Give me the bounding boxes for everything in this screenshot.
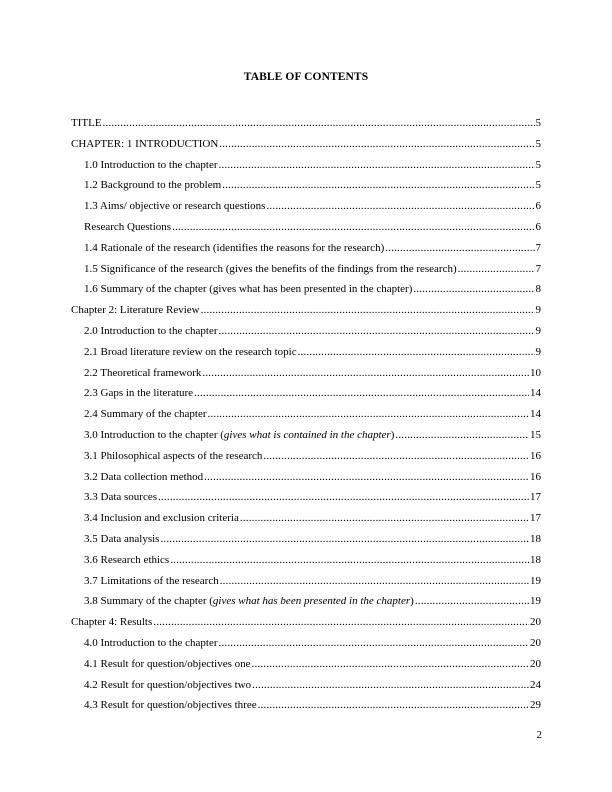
dot-leader <box>172 221 534 233</box>
dot-leader <box>220 575 529 587</box>
toc-entry-text: 3.4 Inclusion and exclusion criteria <box>84 512 239 525</box>
toc-entry-page: 5 <box>535 158 541 171</box>
dot-leader <box>263 450 529 462</box>
toc-entry-page: 29 <box>530 699 541 712</box>
toc-entry-label <box>84 658 251 670</box>
toc-entry-text: 3.3 Data sources <box>84 491 158 504</box>
toc-entry-label <box>84 679 251 691</box>
toc-entry-label <box>84 325 218 337</box>
toc-entry-label <box>84 221 171 233</box>
toc-entry-label <box>84 346 297 358</box>
toc-entry-label <box>84 159 218 171</box>
toc-entry-text: 3.7 Limitations of the research <box>84 574 219 587</box>
toc-entry[interactable] <box>71 200 541 221</box>
toc-entry-text-suffix: ) <box>390 428 395 441</box>
toc-entry[interactable] <box>71 533 541 554</box>
dot-leader <box>298 346 535 358</box>
toc-entry-italic-text: gives what has been presented in the chapter <box>212 595 411 608</box>
toc-entry[interactable] <box>71 679 541 700</box>
toc-entry-text: TITLE <box>71 117 102 129</box>
toc-entry-label <box>84 533 159 545</box>
toc-entry-text: 1.3 Aims/ objective or research questions <box>84 200 266 213</box>
toc-entry-text: 1.6 Summary of the chapter (gives what has been presented in the chapter) <box>84 283 413 296</box>
toc-entry-page: 15 <box>530 428 541 441</box>
toc-entry-page: 14 <box>530 408 541 421</box>
toc-entry[interactable] <box>71 179 541 200</box>
toc-entry-text: 4.2 Result for question/objectives two <box>84 678 252 691</box>
toc-entry-text: 2.2 Theoretical framework <box>84 366 202 379</box>
toc-entry[interactable] <box>71 304 541 325</box>
toc-entry-text-suffix: ) <box>410 595 414 608</box>
toc-entry[interactable] <box>71 491 541 512</box>
dot-leader <box>201 304 535 316</box>
dot-leader <box>208 408 530 420</box>
toc-entry-page: 17 <box>530 491 541 504</box>
toc-entry-italic-text: gives what is contained in the chapter <box>223 428 391 441</box>
toc-entry-label <box>71 138 218 150</box>
toc-entry[interactable] <box>71 263 541 284</box>
toc-entry-page: 5 <box>535 137 541 150</box>
toc-entry[interactable] <box>71 159 541 180</box>
toc-entry-label <box>84 242 384 254</box>
dot-leader <box>194 387 529 399</box>
toc-entry-page: 9 <box>535 345 541 358</box>
toc-entry-text: 3.1 Philosophical aspects of the research <box>84 449 263 462</box>
toc-entry-label <box>84 471 203 483</box>
toc-entry-text: 4.1 Result for question/objectives one <box>84 657 251 670</box>
toc-entry-text: 1.4 Rationale of the research (identifies the reasons for the research) <box>84 241 385 254</box>
toc-entry-page: 14 <box>530 387 541 400</box>
toc-entry-label <box>84 554 169 566</box>
dot-leader <box>202 367 529 379</box>
toc-entry[interactable] <box>71 325 541 346</box>
toc-entry-text: 3.2 Data collection method <box>84 470 204 483</box>
dot-leader <box>266 200 534 212</box>
toc-entry-page: 5 <box>535 179 541 192</box>
page-number: 2 <box>536 729 542 741</box>
toc-entry-label <box>84 283 412 295</box>
dot-leader <box>153 616 529 628</box>
toc-entry-label <box>84 699 257 711</box>
toc-entry-text: 4.0 Introduction to the chapter <box>84 636 218 649</box>
toc-entry-text: Research Questions <box>84 220 172 233</box>
toc-entry[interactable] <box>71 221 541 242</box>
toc-entry-page: 6 <box>535 200 541 213</box>
toc-entry-label <box>84 367 201 379</box>
dot-leader <box>458 263 535 275</box>
toc-entry-page: 6 <box>535 220 541 233</box>
toc-entry-label <box>84 179 221 191</box>
toc-entry-text: 3.5 Data analysis <box>84 532 160 545</box>
toc-entry[interactable] <box>71 346 541 367</box>
toc-entry-page: 8 <box>535 283 541 296</box>
toc-entry[interactable] <box>71 429 541 450</box>
toc-entry-page: 20 <box>530 657 541 670</box>
dot-leader <box>415 595 529 607</box>
toc-entry-page: 7 <box>535 241 541 254</box>
dot-leader <box>413 283 534 295</box>
toc-entry-text: Chapter 2: Literature Review <box>71 304 200 317</box>
dot-leader <box>219 325 535 337</box>
dot-leader <box>219 159 535 171</box>
toc-entry-page: 19 <box>530 574 541 587</box>
toc-entry-text: 4.3 Result for question/objectives three <box>84 699 257 712</box>
toc-entry[interactable] <box>71 242 541 263</box>
toc-entry-page: 17 <box>530 512 541 525</box>
toc-entry[interactable] <box>71 138 541 159</box>
dot-leader <box>219 138 534 150</box>
dot-leader <box>258 699 529 711</box>
toc-entry-label <box>84 429 394 441</box>
toc-entry[interactable] <box>71 595 541 616</box>
toc-entry-label <box>71 616 152 628</box>
dot-leader <box>395 429 529 441</box>
toc-entry-page: 16 <box>530 449 541 462</box>
toc-entry[interactable] <box>71 450 541 471</box>
toc-entry-text: Chapter 4: Results <box>71 616 153 629</box>
toc-entry-label <box>84 491 157 503</box>
toc-entry-label <box>71 117 102 129</box>
toc-entry-label <box>71 304 200 316</box>
toc-entry-label <box>84 575 219 587</box>
toc-entry-text: 3.8 Summary of the chapter ( <box>84 595 213 608</box>
toc-entry[interactable] <box>71 471 541 492</box>
toc-entry-text: 2.4 Summary of the chapter <box>84 408 207 421</box>
toc-entry-text: 1.2 Background to the problem <box>84 179 222 192</box>
toc-entry-text: 2.0 Introduction to the chapter <box>84 324 218 337</box>
toc-entry-text: 1.0 Introduction to the chapter <box>84 158 218 171</box>
toc-entry-page: 9 <box>535 324 541 337</box>
toc-entry-page: 20 <box>530 636 541 649</box>
toc-entry-page: 18 <box>530 553 541 566</box>
toc-entry[interactable] <box>71 699 541 720</box>
toc-entry-text: 2.1 Broad literature review on the research topic <box>84 345 297 358</box>
dot-leader <box>170 554 529 566</box>
dot-leader <box>204 471 529 483</box>
dot-leader <box>252 679 529 691</box>
toc-entry[interactable] <box>71 554 541 575</box>
toc-entry-text: 3.6 Research ethics <box>84 553 170 566</box>
toc-entry-page: 10 <box>530 366 541 379</box>
toc-entry[interactable] <box>71 616 541 637</box>
toc-entry-page: 20 <box>530 616 541 629</box>
toc-entry-page: 9 <box>535 304 541 317</box>
toc-entry[interactable] <box>71 283 541 304</box>
toc-entry-label <box>84 450 262 462</box>
toc-entry-label <box>84 512 239 524</box>
toc-entry-page: 7 <box>535 262 541 275</box>
toc-entry-page: 5 <box>535 117 541 129</box>
toc-entry-label <box>84 408 207 420</box>
table-of-contents <box>71 117 541 720</box>
toc-entry[interactable] <box>71 575 541 596</box>
toc-entry-label <box>84 387 193 399</box>
toc-entry-label <box>84 595 414 607</box>
dot-leader <box>222 179 534 191</box>
toc-entry-page: 16 <box>530 470 541 483</box>
toc-entry[interactable] <box>71 117 541 138</box>
toc-entry-text: 2.3 Gaps in the literature <box>84 387 194 400</box>
toc-entry[interactable] <box>71 637 541 658</box>
dot-leader <box>385 242 534 254</box>
toc-entry-label <box>84 263 457 275</box>
toc-entry[interactable] <box>71 408 541 429</box>
toc-entry-page: 24 <box>530 678 541 691</box>
toc-entry[interactable] <box>71 512 541 533</box>
toc-entry-text: 1.5 Significance of the research (gives the benefits of the findings from the research) <box>84 262 457 275</box>
dot-leader <box>158 491 529 503</box>
toc-entry[interactable] <box>71 367 541 388</box>
toc-entry-text: 3.0 Introduction to the chapter ( <box>84 428 224 441</box>
dot-leader <box>219 637 530 649</box>
toc-entry-label <box>84 637 218 649</box>
toc-entry-page: 18 <box>530 532 541 545</box>
toc-entry-page: 19 <box>530 595 541 608</box>
dot-leader <box>103 117 535 129</box>
dot-leader <box>240 512 529 524</box>
toc-entry-text: CHAPTER: 1 INTRODUCTION <box>71 137 219 150</box>
toc-entry[interactable] <box>71 658 541 679</box>
dot-leader <box>160 533 529 545</box>
toc-heading: TABLE OF CONTENTS <box>243 71 369 83</box>
dot-leader <box>252 658 530 670</box>
toc-entry-label <box>84 200 265 212</box>
toc-entry[interactable] <box>71 387 541 408</box>
